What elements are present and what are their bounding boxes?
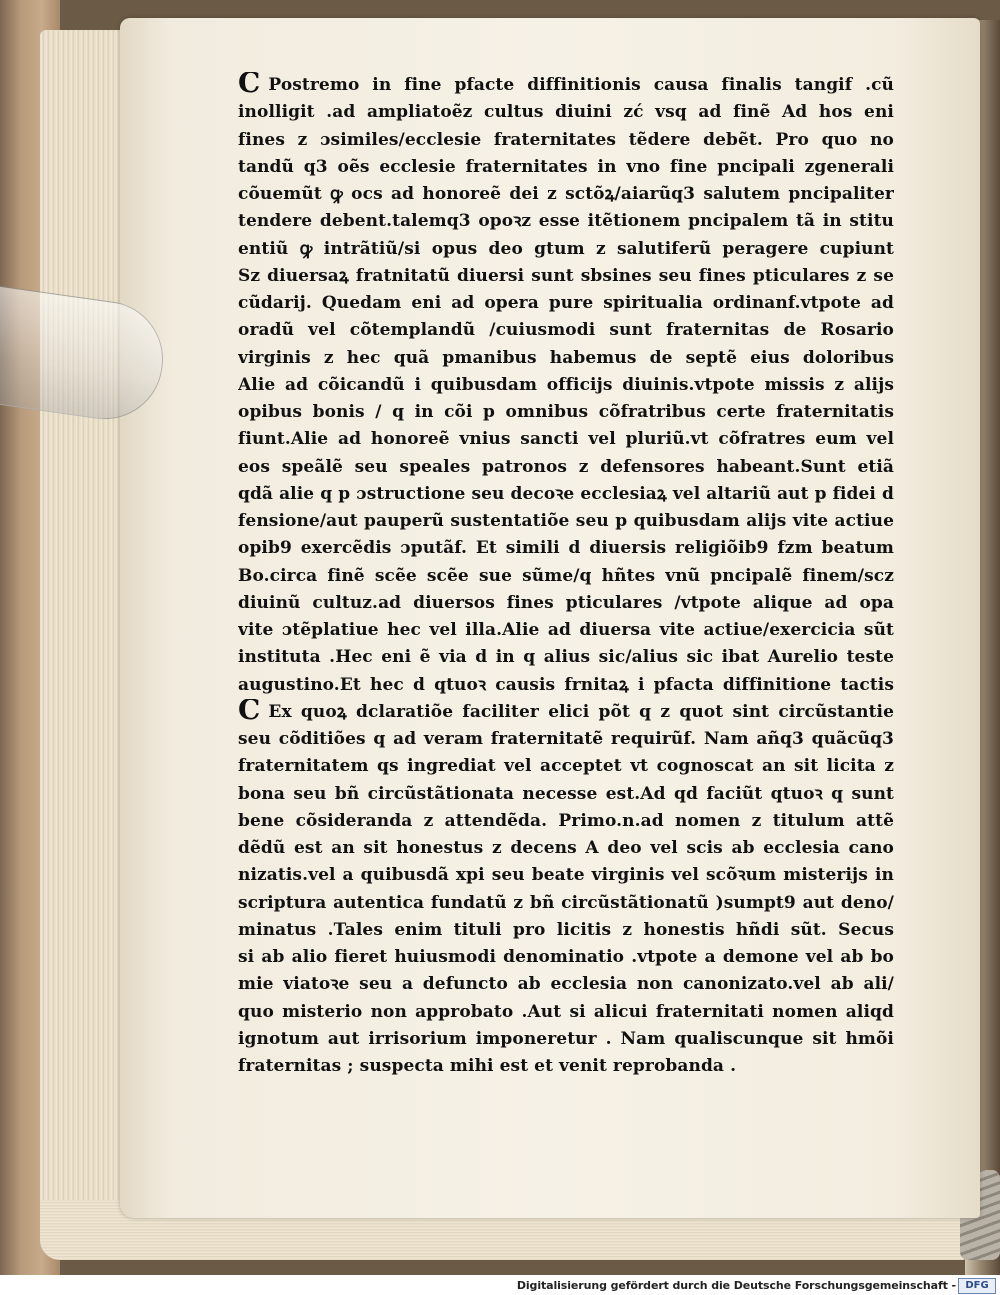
text-line	[238, 617, 894, 644]
text-line-content: scriptura autentica fundatũ z bñ circũstãtionatũ )sumpt9 aut deno/	[238, 892, 894, 913]
text-line	[238, 208, 894, 235]
text-line	[238, 590, 894, 617]
text-line-content: quo misterio non approbato .Aut si alicui fraternitati nomen aliqd	[238, 1001, 894, 1022]
text-line	[238, 72, 894, 99]
text-line	[238, 890, 894, 917]
text-line-content: Bo.circa finẽ scẽe scẽe sue sũme/q hñtes vnũ pncipalẽ finem/scz	[238, 565, 894, 586]
text-line-content: seu cõditiões q ad veram fraternitatẽ requirũf. Nam añq3 quãcũq3	[238, 729, 894, 749]
text-line-content: opib9 exercẽdis ɔputãf. Et simili d diuersis religiõib9 fzm beatum	[238, 538, 894, 559]
text-line	[238, 862, 894, 889]
text-line	[238, 563, 894, 590]
text-line	[238, 372, 894, 399]
text-line-content: fensione/aut pauperũ sustentatiõe seu p quibusdam alijs vite actiue	[238, 511, 894, 531]
text-line	[238, 263, 894, 290]
text-line-content: entiũ ꝙ intrãtiũ/si opus deo gtum z salutiferũ peragere cupiunt	[238, 238, 894, 259]
text-line	[238, 99, 894, 126]
text-line-content: augustino.Et hec d qtuoꝛ causis frnitaꝝ i pfacta diffinitione tactis	[238, 674, 894, 695]
text-line	[238, 917, 894, 944]
text-line	[238, 345, 894, 372]
text-line-content: inolligit .ad ampliatoẽz cultus diuini zć vsq ad finẽ Ad hos eni	[238, 102, 894, 123]
text-line-content: si ab alio fieret huiusmodi denominatio .vtpote a demone vel ab bo	[238, 947, 894, 967]
text-line	[238, 944, 894, 971]
text-line	[238, 481, 894, 508]
text-line-content: instituta .Hec eni ẽ via d in q alius sic/alius sic ibat Aurelio teste	[238, 647, 894, 668]
text-line-content: diuinũ cultuz.ad diuersos fines pticulares /vtpote alique ad opa	[238, 592, 894, 613]
text-line	[238, 508, 894, 535]
text-line-content: fraternitatem qs ingrediat vel acceptet vt cognoscat an sit licita z	[238, 756, 894, 777]
text-line-content: tandũ q3 oẽs ecclesie fraternitates in vno fine pncipali zgenerali	[238, 156, 894, 177]
text-line	[238, 781, 894, 808]
text-line-content: virginis z hec quã pmanibus habemus de septẽ eius doloribus	[238, 347, 894, 368]
text-line-content: nizatis.vel a quibusdã xpi seu beate virginis vel scõꝛum misterijs in	[238, 865, 894, 886]
text-line	[238, 181, 894, 208]
text-line-content: cõuemũt ꝙ ocs ad honoreẽ dei z sctõꝝ/aiarũq3 salutem pncipaliter	[238, 184, 894, 204]
text-line	[238, 454, 894, 481]
paragraph-1	[238, 72, 894, 699]
text-line-content: cũdarij. Quedam eni ad opera pure spiritualia ordinanf.vtpote ad	[238, 293, 894, 313]
text-line	[238, 971, 894, 998]
text-line-content: oradũ vel cõtemplandũ /cuiusmodi sunt fraternitas de Rosario	[238, 320, 894, 341]
text-line	[238, 835, 894, 862]
paragraph-mark-initial: C	[238, 698, 261, 726]
text-line-content: Postremo in fine pfacte diffinitionis causa finalis tangif .cũ	[268, 75, 894, 95]
text-line-content: eos speãlẽ seu speales patronos z defensores habeant.Sunt etiã	[238, 456, 894, 477]
text-line-content: opibus bonis / q in cõi p omnibus cõfratribus certe fraternitatis	[238, 402, 894, 422]
text-line-content: Ex quoꝝ dclaratiõe faciliter elici põt q z quot sint circũstantie	[268, 701, 894, 722]
text-line-content: mie viatoꝛe seu a defuncto ab ecclesia non canonizato.vel ab ali/	[238, 974, 894, 995]
text-line	[238, 154, 894, 181]
text-line	[238, 1053, 894, 1080]
text-line	[238, 699, 894, 726]
dfg-credit-text: Digitalisierung gefördert durch die Deutsche Forschungsgemeinschaft -	[516, 1279, 956, 1292]
text-line	[238, 535, 894, 562]
paragraph-mark-initial: C	[238, 72, 261, 99]
text-line-content: fiunt.Alie ad honoreẽ vnius sancti vel pluriũ.vt cõfratres eum vel	[238, 429, 894, 450]
text-line	[238, 753, 894, 780]
text-line	[238, 644, 894, 671]
dfg-logo: DFG	[958, 1278, 996, 1294]
text-line	[238, 290, 894, 317]
text-line-content: tendere debent.talemq3 opoꝛz esse itẽtionem pncipalem tã in stitu	[238, 211, 894, 232]
text-line-content: bene cõsideranda z attendẽda. Primo.n.ad nomen z titulum attẽ	[238, 810, 894, 831]
paragraph-2	[238, 699, 894, 1081]
text-line-content: Alie ad cõicandũ i quibusdam officijs diuinis.vtpote missis z alijs	[238, 374, 894, 395]
text-line-content: ignotum aut irrisorium imponeretur . Nam qualiscunque sit hmõi	[238, 1028, 894, 1049]
text-line-content: qdã alie q p ɔstructione seu decoꝛe ecclesiaꝝ vel altariũ aut p fidei d	[238, 483, 894, 504]
footer-bar	[0, 1275, 1000, 1295]
text-line-content: minatus .Tales enim tituli pro licitis z honestis hñdi sũt. Secus	[238, 919, 894, 940]
text-line	[238, 1026, 894, 1053]
text-line-content: fines z ɔsimiles/ecclesie fraternitates tẽdere debẽt. Pro quo no	[238, 129, 894, 150]
text-line	[238, 808, 894, 835]
text-line	[238, 672, 894, 699]
text-line	[238, 399, 894, 426]
text-line	[238, 317, 894, 344]
text-line-content: dẽdũ est an sit honestus z decens A deo vel scis ab ecclesia cano	[238, 838, 894, 858]
text-line	[238, 426, 894, 453]
text-line	[238, 127, 894, 154]
text-line-content: vite ɔtẽplatiue hec vel illa.Alie ad diuersa vite actiue/exercicia sũt	[238, 620, 894, 640]
text-line-content: Sz diuersaꝝ fratnitatũ diuersi sunt sbsines seu fines pticulares z se	[238, 265, 894, 286]
text-line-content: bona seu bñ circũstãtionata necesse est.Ad qd faciũt qtuoꝛ q sunt	[238, 783, 894, 804]
text-line	[238, 236, 894, 263]
text-line	[238, 999, 894, 1026]
printed-text-block	[238, 72, 894, 1080]
text-line-content: fraternitas ; suspecta mihi est et venit reprobanda .	[238, 1056, 737, 1076]
text-line	[238, 726, 894, 753]
